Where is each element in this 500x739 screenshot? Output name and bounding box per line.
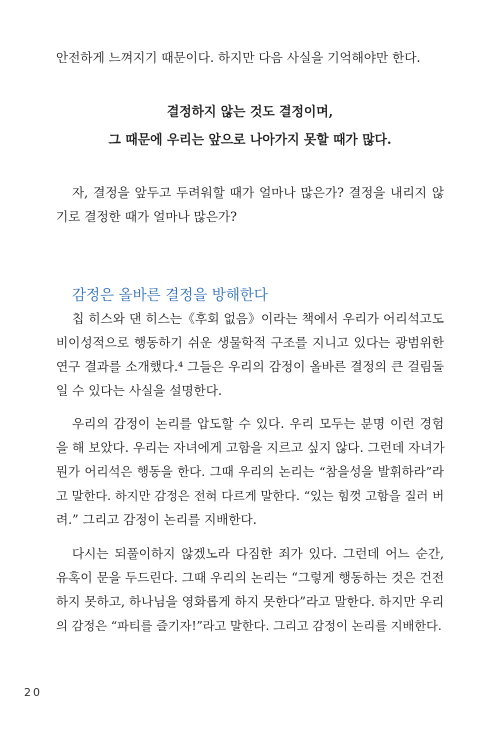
paragraph3-line-3: 하지 못하고, 하나님을 영화롭게 하지 못한다”라고 말한다. 하지만 우리: [56, 594, 444, 609]
page-number: 20: [24, 686, 42, 699]
question-line-1: 자, 결정을 앞두고 두려워할 때가 얼마나 많은가? 결정을 내리지 않: [72, 185, 444, 200]
paragraph1-line-2: 비이성적으로 행동하기 쉬운 생물학적 구조를 지니고 있다는 광범위한: [56, 335, 444, 350]
paragraph2-line-1: 우리의 감정이 논리를 압도할 수 있다. 우리 모두는 분명 이런 경험: [72, 416, 444, 431]
paragraph1-line-4: 일 수 있다는 사실을 설명한다.: [56, 383, 223, 398]
question-line-2: 기로 결정한 때가 얼마나 많은가?: [56, 209, 237, 224]
paragraph2-line-5: 려.” 그리고 감정이 논리를 지배한다.: [56, 512, 257, 527]
opening-line: 안전하게 느껴지기 때문이다. 하지만 다음 사실을 기억해야만 한다.: [56, 50, 421, 65]
paragraph3-line-2: 유혹이 문을 두드린다. 그때 우리의 논리는 “그렇게 행동하는 것은 건전: [56, 570, 444, 585]
paragraph3-line-1: 다시는 되풀이하지 않겠노라 다짐한 죄가 있다. 그런데 어느 순간,: [72, 546, 444, 561]
section-heading: 감정은 올바른 결정을 방해한다: [72, 288, 268, 304]
paragraph2-line-2: 을 해 보았다. 우리는 자녀에게 고함을 지르고 싶지 않다. 그런데 자녀가: [56, 440, 445, 455]
paragraph2-line-4: 고 말한다. 하지만 감정은 전혀 다르게 말한다. “있는 힘껏 고함을 질러 버: [56, 489, 444, 503]
quote-line-1: 결정하지 않는 것도 결정이며,: [166, 105, 334, 120]
paragraph3-line-4: 의 감정은 “파티를 즐기자!”라고 말한다. 그리고 감정이 논리를 지배한다.: [56, 619, 442, 633]
quote-line-2: 그 때문에 우리는 앞으로 나아가지 못할 때가 많다.: [108, 133, 392, 148]
paragraph1-line-3: 연구 결과를 소개했다.⁴ 그들은 우리의 감정이 올바른 결정의 큰 걸림돌: [56, 359, 444, 374]
paragraph2-line-3: 뭔가 어리석은 행동을 한다. 그때 우리의 논리는 “참을성을 발휘하라”라: [56, 464, 444, 479]
paragraph1-line-1: 칩 히스와 댄 히스는《후회 없음》이라는 책에서 우리가 어리석고도: [72, 311, 444, 326]
